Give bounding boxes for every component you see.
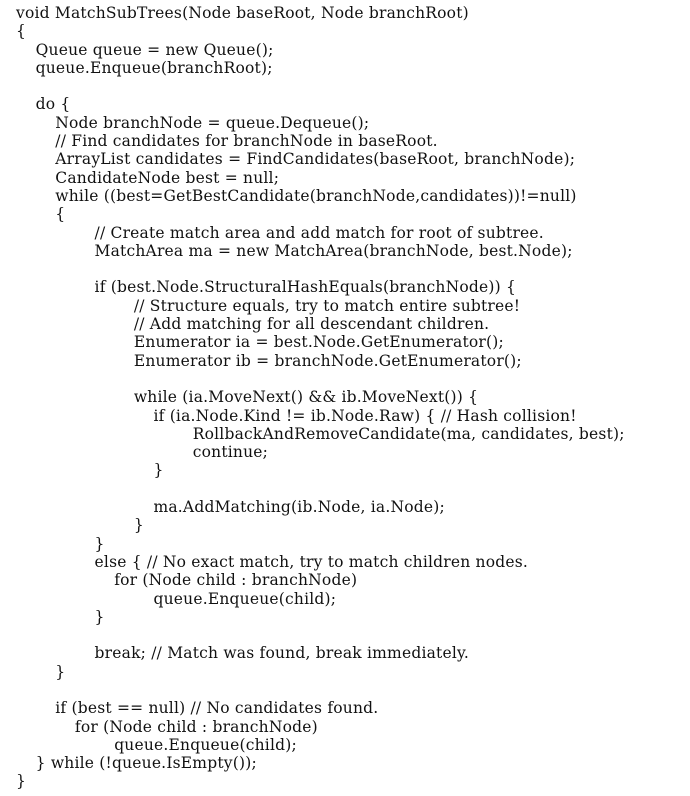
code-line: if (ia.Node.Kind != ib.Node.Raw) { // Hash collision! bbox=[153, 406, 577, 425]
code-line: ma.AddMatching(ib.Node, ia.Node); bbox=[153, 498, 445, 517]
code-line bbox=[16, 370, 625, 388]
code-line: while (ia.MoveNext() && ib.MoveNext()) { bbox=[133, 388, 479, 407]
code-line bbox=[16, 480, 625, 498]
code-line bbox=[16, 77, 625, 95]
code-line: { bbox=[55, 205, 66, 224]
code-line: if (best == null) // No candidates found. bbox=[55, 699, 379, 718]
code-line: // Structure equals, try to match entire subtree! bbox=[133, 296, 521, 315]
code-line bbox=[16, 626, 625, 644]
code-line: } bbox=[55, 662, 66, 681]
code-line: { bbox=[16, 22, 27, 41]
code-line: ArrayList candidates = FindCandidates(baseRoot, branchNode); bbox=[55, 150, 576, 169]
code-line: break; // Match was found, break immediately. bbox=[94, 644, 470, 663]
code-line: Queue queue = new Queue(); bbox=[35, 40, 274, 59]
code-line: void MatchSubTrees(Node baseRoot, Node branchRoot) bbox=[16, 4, 469, 22]
code-line: queue.Enqueue(branchRoot); bbox=[35, 58, 273, 77]
code-listing bbox=[16, 4, 625, 791]
code-line: } bbox=[133, 516, 144, 535]
code-line bbox=[16, 260, 625, 278]
code-line: } bbox=[16, 772, 27, 791]
code-line: } while (!queue.IsEmpty()); bbox=[35, 754, 257, 773]
code-line: Enumerator ia = best.Node.GetEnumerator(); bbox=[133, 333, 504, 352]
code-line: } bbox=[94, 534, 105, 553]
code-line: } bbox=[94, 607, 105, 626]
code-line: // Create match area and add match for root of subtree. bbox=[94, 223, 544, 242]
code-line: if (best.Node.StructuralHashEquals(branchNode)) { bbox=[94, 278, 517, 297]
code-line: else { // No exact match, try to match children nodes. bbox=[94, 552, 529, 571]
code-line: queue.Enqueue(child); bbox=[153, 589, 337, 608]
code-line: MatchArea ma = new MatchArea(branchNode, best.Node); bbox=[94, 241, 573, 260]
code-line: // Add matching for all descendant children. bbox=[133, 315, 490, 334]
code-line: RollbackAndRemoveCandidate(ma, candidates, best); bbox=[192, 424, 625, 443]
code-line: CandidateNode best = null; bbox=[55, 168, 280, 187]
code-line: for (Node child : branchNode) bbox=[114, 571, 358, 590]
code-line: for (Node child : branchNode) bbox=[74, 717, 318, 736]
code-line: do { bbox=[35, 95, 71, 114]
code-line: // Find candidates for branchNode in baseRoot. bbox=[55, 132, 438, 151]
code-line bbox=[16, 681, 625, 699]
code-line: continue; bbox=[192, 443, 269, 462]
code-line: while ((best=GetBestCandidate(branchNode,candidates))!=null) bbox=[55, 186, 577, 205]
code-line: } bbox=[153, 461, 164, 480]
code-line: Enumerator ib = branchNode.GetEnumerator(); bbox=[133, 351, 522, 370]
code-line: Node branchNode = queue.Dequeue(); bbox=[55, 113, 370, 132]
code-line: queue.Enqueue(child); bbox=[114, 735, 297, 754]
